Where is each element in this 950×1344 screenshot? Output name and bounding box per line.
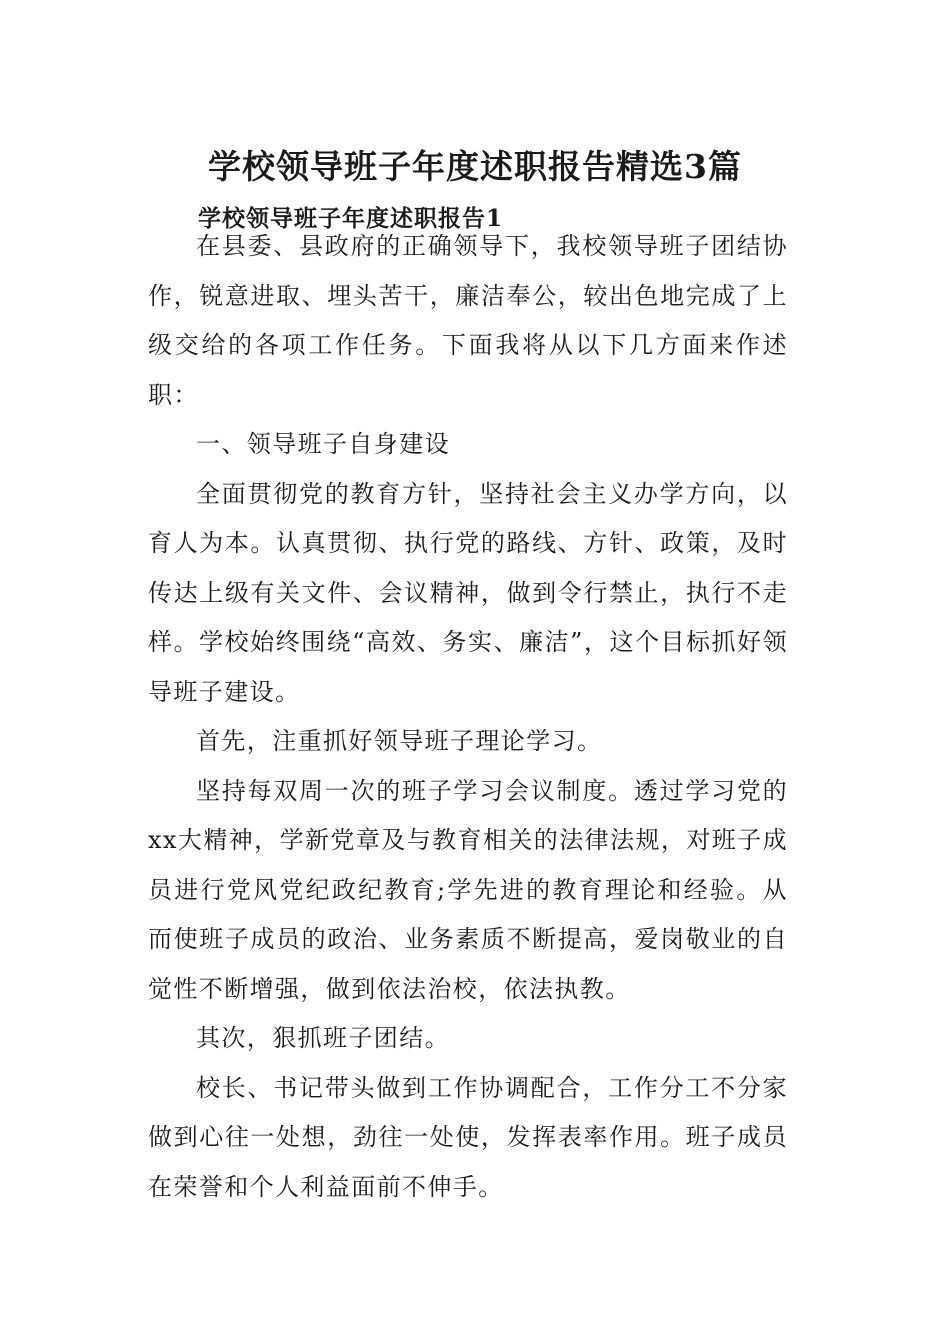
paragraph-policy: 全面贯彻党的教育方针，坚持社会主义办学方向，以育人为本。认真贯彻、执行党的路线、方针、政策，及时传达上级有关文件、会议精神，做到令行禁止，执行不走样。学校始终围绕“高效、务实、廉洁”，这个目标抓好领导班子建设。 bbox=[148, 479, 788, 706]
paragraph-section-heading: 一、领导班子自身建设 bbox=[196, 430, 450, 458]
paragraph-unity: 校长、书记带头做到工作协调配合，工作分工不分家做到心往一处想，劲往一处使，发挥表率作用。班子成员在荣誉和个人利益面前不伸手。 bbox=[148, 1073, 788, 1201]
paragraph-intro: 在县委、县政府的正确领导下，我校领导班子团结协作，锐意进取、埋头苦干，廉洁奉公，较出色地完成了上级交给的各项工作任务。下面我将从以下几方面来作述职： bbox=[148, 232, 788, 409]
paragraph-first-point: 首先，注重抓好领导班子理论学习。 bbox=[196, 727, 603, 755]
section-heading: 学校领导班子年度述职报告1 bbox=[198, 205, 504, 232]
document-title: 学校领导班子年度述职报告精选3篇 bbox=[208, 147, 742, 186]
paragraph-study: 坚持每双周一次的班子学习会议制度。透过学习党的xx大精神，学新党章及与教育相关的法律法规，对班子成员进行党风党纪政纪教育;学先进的教育理论和经验。从而使班子成员的政治、业务素质不断提高，爱岗敬业的自觉性不断增强，做到依法治校，依法执教。 bbox=[148, 776, 788, 1003]
document-body bbox=[148, 222, 788, 1212]
paragraph-second-point: 其次，狠抓班子团结。 bbox=[196, 1024, 450, 1052]
